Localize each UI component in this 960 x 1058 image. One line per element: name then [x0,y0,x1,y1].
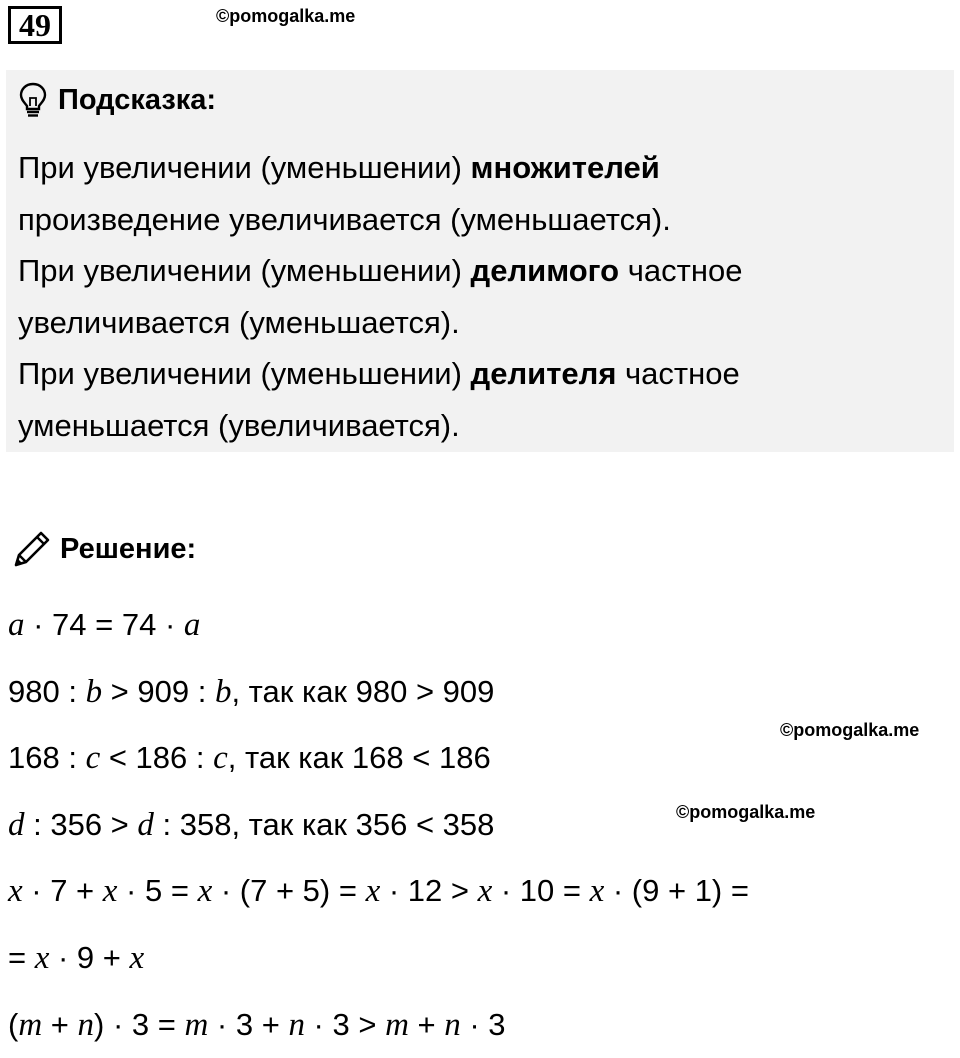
math-text: > 909 : [102,673,215,709]
math-variable: d [137,806,154,843]
math-variable: x [129,939,145,976]
hint-line [18,297,938,349]
math-text: · 10 = [492,873,590,909]
hint-keyword: делимого [470,253,620,288]
lightbulb-icon [18,81,48,119]
math-text: < 186 : [100,740,214,776]
hint-keyword: множителей [470,150,660,185]
math-text: · 7 + [22,873,103,909]
math-variable: n [77,1006,95,1043]
hint-line [18,142,938,194]
hint-keyword: делителя [470,356,617,391]
math-variable: x [477,873,493,910]
watermark-top: ©pomogalka.me [216,6,356,26]
math-text: · (7 + 5) = [212,873,366,909]
solution-line [8,992,948,1058]
math-text: , так как 980 > 909 [231,673,495,709]
math-text: · 12 > [380,873,478,909]
math-text: · 74 = 74 · [24,607,184,642]
math-variable: x [8,873,23,910]
math-text: 980 : [8,673,86,709]
math-variable: m [385,1006,409,1043]
math-text: · 9 + [49,939,130,975]
solution-title: Решение: [60,532,197,565]
math-variable: n [444,1006,461,1043]
hint-text-segment: При увеличении (уменьшении) [18,150,471,185]
math-text: : 358, так как 356 < 358 [153,806,495,842]
math-text: · 5 = [117,873,198,909]
hint-header [18,80,216,120]
watermark-mid: ©pomogalka.me [780,720,920,740]
hint-text [18,142,938,451]
math-text: , так как 168 < 186 [227,740,491,776]
hint-text-segment: уменьшается (увеличивается). [18,407,460,443]
hint-title: Подсказка: [58,83,217,116]
solution-lines [8,592,948,1058]
hint-text-segment: увеличивается (уменьшается). [18,304,460,340]
solution-line [8,858,948,925]
hint-text-segment: частное [616,356,740,391]
math-text: · 3 [460,1006,506,1042]
math-variable: b [85,673,103,710]
math-variable: x [34,939,50,976]
math-text: : 356 > [24,806,138,842]
math-text: + [408,1006,445,1042]
math-variable: n [288,1006,305,1043]
math-text: + [42,1006,78,1042]
math-text: · 3 > [304,1006,386,1042]
solution-header [10,526,196,572]
math-variable: c [85,740,101,777]
hint-text-segment: При увеличении (уменьшении) [18,253,471,288]
task-number: 49 [8,6,62,44]
math-text: ( [8,1006,19,1042]
hint-text-segment: частное [619,253,743,288]
math-variable: x [102,873,118,910]
math-text: 168 : [8,740,86,776]
math-text: ) · 3 = [94,1006,185,1042]
math-variable: d [8,806,25,843]
math-text: · (9 + 1) = [604,873,749,909]
hint-line [18,245,938,297]
math-variable: x [589,873,605,910]
solution-line [8,659,948,726]
pencil-icon [10,527,54,571]
math-variable: m [18,1006,43,1043]
math-variable: a [8,607,25,643]
solution-line [8,925,948,992]
math-variable: c [213,740,228,777]
hint-line [18,194,938,246]
math-variable: x [365,873,381,910]
hint-text-segment: При увеличении (уменьшении) [18,356,471,391]
math-variable: x [197,873,213,910]
hint-line [18,348,938,400]
solution-line [8,592,948,659]
math-text: · 3 + [208,1006,289,1042]
watermark-low: ©pomogalka.me [676,802,816,822]
math-variable: b [214,673,232,710]
hint-text-segment: произведение увеличивается (уменьшается). [18,201,671,237]
math-text: = [8,939,35,975]
math-variable: a [183,607,201,643]
math-variable: m [184,1006,209,1043]
hint-line [18,400,938,452]
